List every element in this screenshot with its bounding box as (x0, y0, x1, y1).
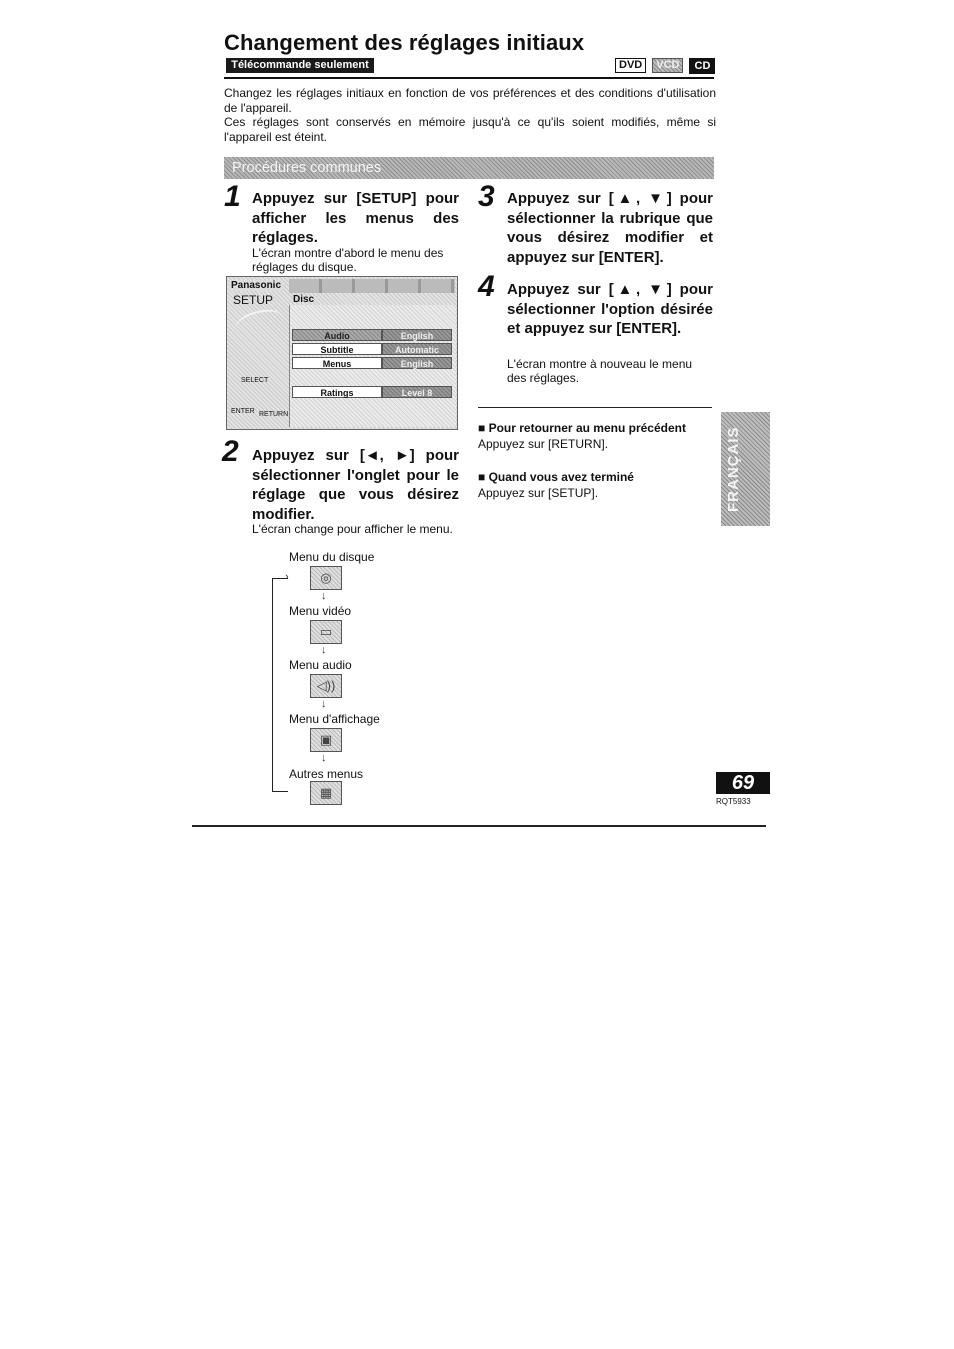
screen-row-value: English (382, 357, 452, 369)
step-2-heading: Appuyez sur [◄, ►] pour sélectionner l'onglet pour le réglage que vous désirez modifier. (252, 447, 459, 523)
flow-loop-line (272, 578, 273, 792)
screen-enter-hint: ENTER (231, 408, 255, 415)
down-arrow-icon: ↓ (321, 644, 327, 656)
language-side-tab (721, 412, 770, 526)
screen-tab-bar (289, 279, 455, 293)
note-1-body: Appuyez sur [RETURN]. (478, 437, 609, 451)
step-1-heading: Appuyez sur [SETUP] pour afficher les menus des réglages. (252, 190, 459, 246)
screen-row-item: Audio (292, 329, 382, 341)
disc-type-badges (615, 58, 715, 74)
video-menu-icon: ▭ (310, 620, 342, 644)
page-number: 69 (716, 772, 770, 794)
screen-row-item: Ratings (292, 386, 382, 398)
flow-loop-arrow-icon: › (285, 571, 289, 583)
note-1-heading: ■ Pour retourner au menu précédent (478, 421, 686, 435)
vcd-badge: VCD (652, 58, 683, 73)
flow-label-other: Autres menus (289, 767, 364, 781)
down-arrow-icon: ↓ (321, 698, 327, 710)
step-4-body: L'écran montre à nouveau le menu des réglages. (507, 357, 693, 385)
step-2-body: L'écran change pour afficher le menu. (252, 522, 453, 536)
step-1-number: 1 (224, 180, 241, 213)
square-bullet-icon: ■ (478, 421, 486, 435)
disc-menu-icon: ◎ (310, 566, 342, 590)
notes-rule (478, 407, 712, 408)
screen-swoosh-graphic (233, 305, 286, 341)
intro-text (224, 86, 716, 144)
step-3-number: 3 (478, 180, 495, 213)
remote-only-label: Télécommande seulement (226, 58, 374, 73)
screen-row-value: English (382, 329, 452, 341)
flow-label-disc: Menu du disque (289, 550, 375, 564)
page-title: Changement des réglages initiaux (224, 30, 585, 55)
setup-screen-illustration (226, 276, 458, 430)
screen-brand: Panasonic (231, 280, 282, 291)
step-1-body: L'écran montre d'abord le menu des réglages du disque. (252, 246, 444, 274)
screen-select-hint: SELECT (241, 377, 269, 384)
dvd-badge: DVD (615, 58, 646, 73)
document-code: RQT5933 (716, 797, 751, 806)
note-2-body: Appuyez sur [SETUP]. (478, 486, 599, 500)
cd-badge: CD (689, 58, 715, 74)
screen-return-hint: RETURN (259, 411, 289, 418)
audio-menu-icon: ◁)) (310, 674, 342, 698)
flow-label-video: Menu vidéo (289, 604, 352, 618)
display-menu-icon: ▣ (310, 728, 342, 752)
flow-label-display: Menu d'affichage (289, 712, 380, 726)
screen-row-item: Menus (292, 357, 382, 369)
step-3-heading: Appuyez sur [▲, ▼] pour sélectionner la rubrique que vous désirez modifier et appuyez sur [ENTER]. (507, 190, 713, 266)
square-bullet-icon: ■ (478, 470, 486, 484)
screen-row (292, 329, 452, 341)
screen-disc-tab: Disc (293, 294, 315, 305)
screen-setup-label: SETUP (233, 293, 274, 307)
language-label: FRANÇAIS (725, 426, 742, 512)
screen-row (292, 343, 452, 355)
note-2-heading: ■ Quand vous avez terminé (478, 470, 634, 484)
step-4-heading: Appuyez sur [▲, ▼] pour sélectionner l'option désirée et appuyez sur [ENTER]. (507, 281, 713, 337)
header-rule (224, 77, 714, 79)
step-4-number: 4 (478, 270, 495, 303)
other-menu-icon: ▦ (310, 781, 342, 805)
screen-row (292, 386, 452, 398)
flow-label-audio: Menu audio (289, 658, 352, 672)
footer-rule (192, 825, 766, 827)
down-arrow-icon: ↓ (321, 590, 327, 602)
step-2-number: 2 (222, 435, 239, 468)
screen-row-value: Automatic (382, 343, 452, 355)
down-arrow-icon: ↓ (321, 752, 327, 764)
intro-paragraph-1: Changez les réglages initiaux en fonction de vos préférences et des conditions d'utilisation de l'appareil. (224, 86, 716, 115)
screen-row (292, 357, 452, 369)
section-banner: Procédures communes (224, 157, 714, 179)
intro-paragraph-2: Ces réglages sont conservés en mémoire jusqu'à ce qu'ils soient modifiés, même si l'appareil est éteint. (224, 115, 716, 144)
screen-row-value: Level 8 (382, 386, 452, 398)
screen-row-item: Subtitle (292, 343, 382, 355)
flow-loop-bottom (272, 791, 288, 792)
screen-menu-panel (289, 305, 456, 427)
